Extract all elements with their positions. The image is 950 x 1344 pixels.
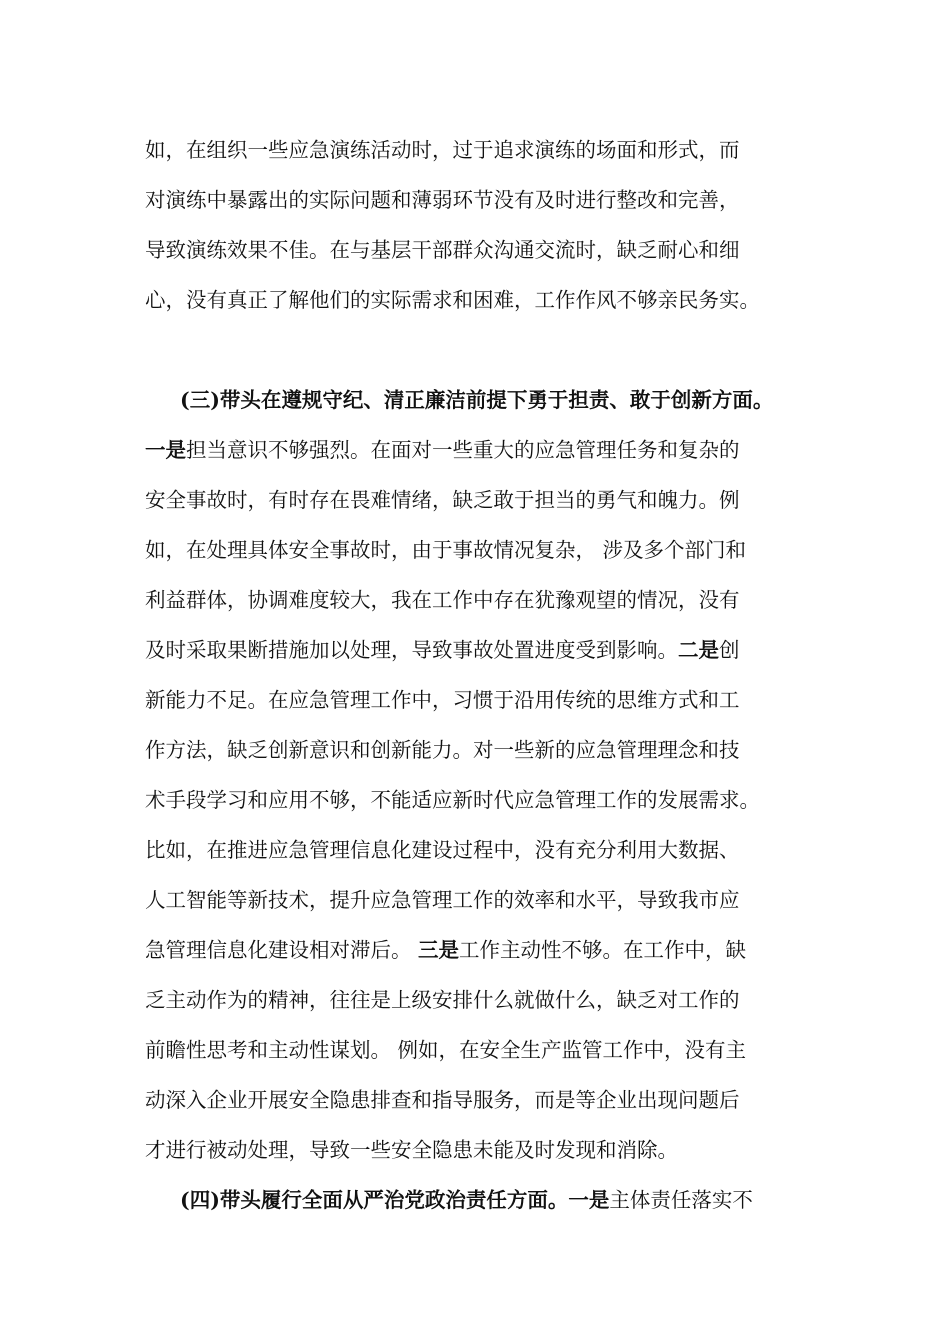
text-segment: 工作主动性不够。在工作中，缺 xyxy=(459,938,747,962)
text-segment: 才进行被动处理，导致一些安全隐患未能及时发现和消除。 xyxy=(145,1138,678,1162)
text-line xyxy=(145,1030,746,1070)
text-segment: 新能力不足。在应急管理工作中，习惯于沿用传统的思维方式和工 xyxy=(145,688,740,712)
text-segment: 创 xyxy=(719,638,740,662)
text-line xyxy=(145,130,740,170)
section-heading-line xyxy=(180,380,773,420)
text-line xyxy=(145,980,740,1020)
text-segment: 主体责任落实不 xyxy=(609,1188,753,1212)
text-line xyxy=(145,1080,740,1120)
text-line xyxy=(145,880,740,920)
section-heading-line xyxy=(180,1180,753,1220)
text-segment: 如，在处理具体安全事故时，由于事故情况复杂， 涉及多个部门和 xyxy=(145,538,747,562)
text-line xyxy=(145,530,746,570)
text-line xyxy=(145,830,740,870)
text-segment: 急管理信息化建设相对滞后。 xyxy=(145,938,419,962)
text-line xyxy=(145,780,760,820)
text-line xyxy=(145,730,740,770)
bold-text: 一是 xyxy=(145,438,186,462)
text-line xyxy=(145,280,760,320)
text-segment: 术手段学习和应用不够，不能适应新时代应急管理工作的发展需求。 xyxy=(145,788,760,812)
text-segment: 前瞻性思考和主动性谋划。 例如，在安全生产监管工作中，没有主 xyxy=(145,1038,747,1062)
bold-text: (四)带头履行全面从严治党政治责任方面。 xyxy=(180,1188,569,1212)
text-segment: 动深入企业开展安全隐患排查和指导服务，而是等企业出现问题后 xyxy=(145,1088,740,1112)
text-segment: 如，在组织一些应急演练活动时，过于追求演练的场面和形式，而 xyxy=(145,138,740,162)
text-line xyxy=(145,680,740,720)
text-segment: 利益群体，协调难度较大，我在工作中存在犹豫观望的情况，没有 xyxy=(145,588,740,612)
text-segment: 乏主动作为的精神，往往是上级安排什么就做什么，缺乏对工作的 xyxy=(145,988,740,1012)
text-line xyxy=(145,630,740,670)
bold-text: 一是 xyxy=(568,1188,610,1212)
text-segment: 比如，在推进应急管理信息化建设过程中，没有充分利用大数据、 xyxy=(145,838,740,862)
bold-text: 三是 xyxy=(418,938,460,962)
text-segment: 导致演练效果不佳。在与基层干部群众沟通交流时，缺乏耐心和细 xyxy=(145,238,740,262)
text-line xyxy=(145,1130,678,1170)
text-segment: 对演练中暴露出的实际问题和薄弱环节没有及时进行整改和完善， xyxy=(145,188,740,212)
text-line xyxy=(145,180,740,220)
text-segment: 心，没有真正了解他们的实际需求和困难，工作作风不够亲民务实。 xyxy=(145,288,760,312)
bold-text: (三)带头在遵规守纪、清正廉洁前提下勇于担责、敢于创新方面。 xyxy=(180,388,774,412)
text-segment: 担当意识不够强烈。在面对一些重大的应急管理任务和复杂的 xyxy=(186,438,740,462)
text-line xyxy=(145,430,740,470)
text-line xyxy=(145,930,746,970)
text-segment: 安全事故时，有时存在畏难情绪，缺乏敢于担当的勇气和魄力。例 xyxy=(145,488,740,512)
bold-text: 二是 xyxy=(678,638,719,662)
text-segment: 作方法，缺乏创新意识和创新能力。对一些新的应急管理理念和技 xyxy=(145,738,740,762)
text-segment: 人工智能等新技术，提升应急管理工作的效率和水平，导致我市应 xyxy=(145,888,740,912)
text-line xyxy=(145,580,740,620)
text-line xyxy=(145,480,740,520)
text-line xyxy=(145,230,740,270)
text-segment: 及时采取果断措施加以处理，导致事故处置进度受到影响。 xyxy=(145,638,678,662)
